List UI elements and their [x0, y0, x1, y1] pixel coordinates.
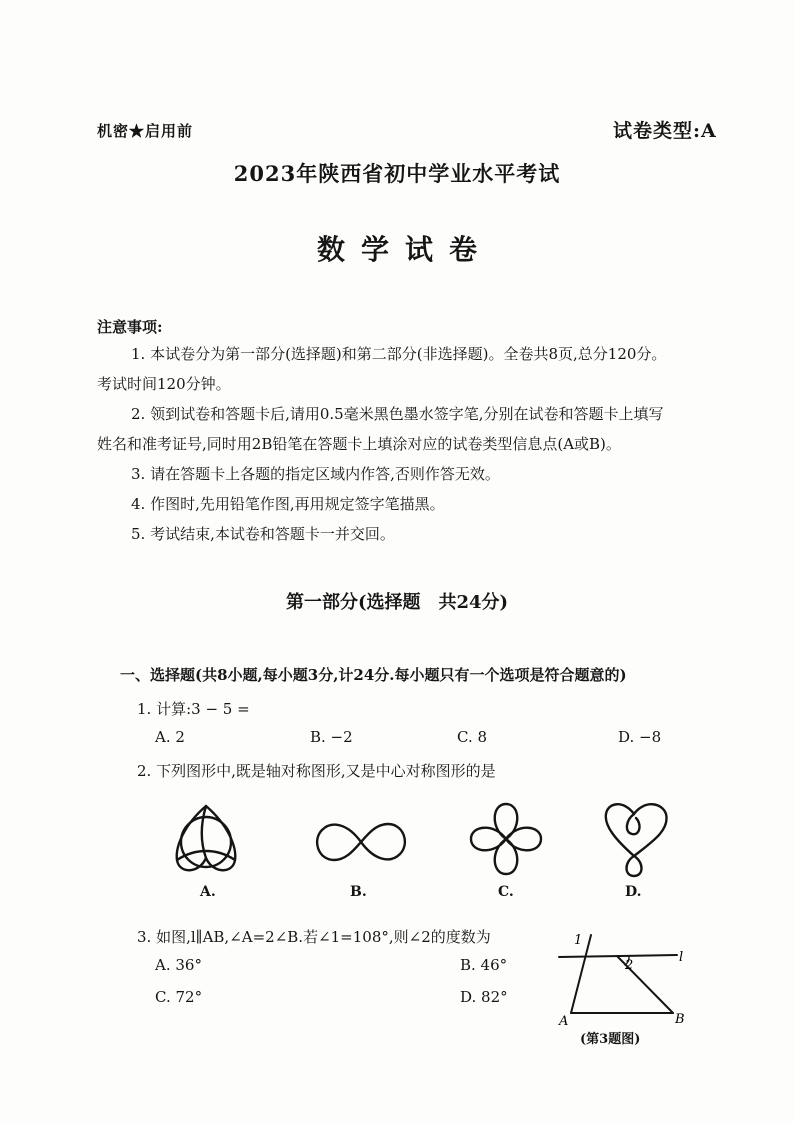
point-b-label: B — [675, 1012, 685, 1027]
triquetra-knot-icon — [165, 800, 247, 878]
section-heading: 一、选择题(共8小题,每小题3分,计24分.每小题只有一个选项是符合题意的) — [120, 666, 627, 684]
angle-1-label: 1 — [574, 933, 583, 948]
point-a-label: A — [559, 1014, 569, 1029]
subject-title: 数学试卷 — [316, 233, 493, 266]
part-title: 第一部分(选择题 共24分) — [285, 592, 509, 613]
q3-option-b: B. 46° — [460, 956, 508, 974]
heart-loop-icon — [600, 796, 672, 882]
notice-item-4: 4. 作图时,先用铅笔作图,再用规定签字笔描黑。 — [131, 495, 445, 513]
q3-figure-caption: (第3题图) — [580, 1032, 641, 1047]
q3-option-c: C. 72° — [155, 988, 203, 1006]
q3-stem: 3. 如图,l∥AB,∠A=2∠B.若∠1=108°,则∠2的度数为 — [137, 928, 491, 946]
notice-item-5: 5. 考试结束,本试卷和答题卡一并交回。 — [131, 525, 395, 543]
angle-2-label: 2 — [625, 958, 634, 973]
q1-option-a: A. 2 — [155, 728, 185, 746]
four-petal-icon — [466, 798, 546, 880]
q2-option-d-label: D. — [625, 884, 642, 900]
q2-option-c-label: C. — [498, 884, 514, 900]
confidential-label: 机密★启用前 — [97, 122, 194, 140]
q1-option-b: B. −2 — [310, 728, 353, 746]
paper-type-label: 试卷类型:A — [613, 120, 717, 142]
q1-option-d: D. −8 — [618, 728, 662, 746]
q3-option-d: D. 82° — [460, 988, 508, 1006]
q3-geometry-figure — [555, 925, 695, 1029]
notice-item-3: 3. 请在答题卡上各题的指定区域内作答,否则作答无效。 — [131, 465, 500, 483]
infinity-icon — [312, 814, 410, 870]
q1-stem: 1. 计算:3 − 5 = — [137, 700, 250, 718]
notice-item-2-cont: 姓名和准考证号,同时用2B铅笔在答题卡上填涂对应的试卷类型信息点(A或B)。 — [97, 435, 621, 453]
line-l-label: l — [679, 950, 684, 965]
q3-option-a: A. 36° — [155, 956, 202, 974]
q2-stem: 2. 下列图形中,既是轴对称图形,又是中心对称图形的是 — [137, 762, 496, 780]
q1-option-c: C. 8 — [457, 728, 488, 746]
exam-title: 2023年陕西省初中学业水平考试 — [233, 161, 561, 186]
notice-heading: 注意事项: — [97, 318, 163, 336]
q2-option-a-label: A. — [200, 884, 216, 900]
notice-item-2: 2. 领到试卷和答题卡后,请用0.5毫米黑色墨水签字笔,分别在试卷和答题卡上填写 — [131, 405, 664, 423]
notice-item-1: 1. 本试卷分为第一部分(选择题)和第二部分(非选择题)。全卷共8页,总分120分。 — [131, 345, 667, 363]
notice-item-1-cont: 考试时间120分钟。 — [97, 375, 231, 393]
q2-option-b-label: B. — [350, 884, 367, 900]
